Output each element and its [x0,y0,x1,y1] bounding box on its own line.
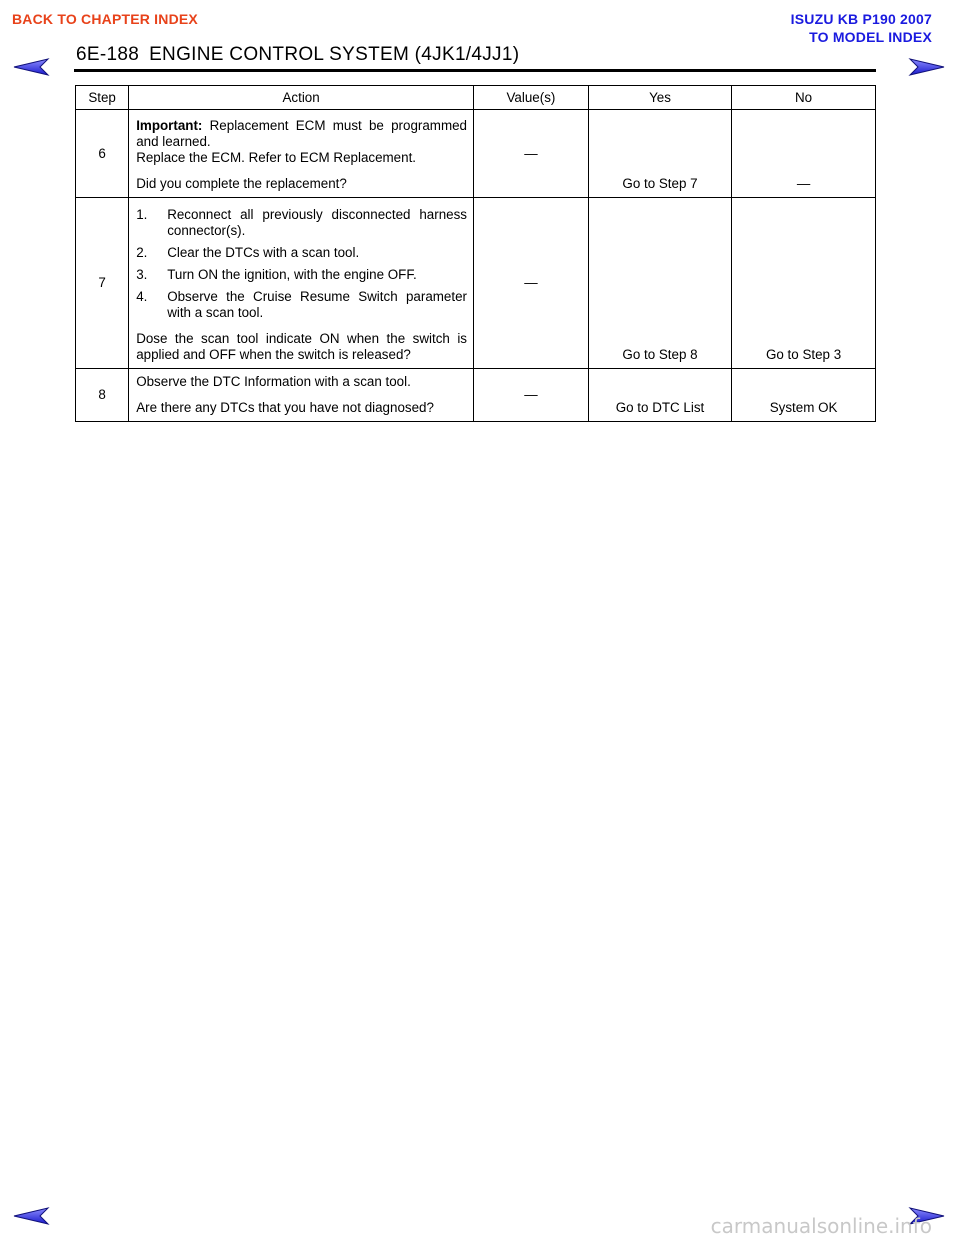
yes-cell: Go to Step 8 [588,198,731,369]
important-label: Important: [136,118,203,133]
value-cell: — [474,198,589,369]
table-header-row [76,86,876,110]
page-header [76,44,519,66]
list-item-number: 4. [136,289,148,304]
column-header-values: Value(s) [474,86,589,110]
action-question: Dose the scan tool indicate ON when the switch is applied and OFF when the switch is released? [136,331,467,362]
step-number: 8 [76,369,129,422]
list-item [136,267,467,283]
step-number: 6 [76,110,129,198]
model-title: ISUZU KB P190 2007 [790,11,932,27]
no-cell: — [732,110,876,198]
list-item [136,207,467,239]
list-item [136,289,467,321]
column-header-action: Action [129,86,474,110]
diagnostic-table [75,85,876,422]
procedure-list [136,207,467,321]
action-instruction: Observe the DTC Information with a scan tool. [136,374,411,389]
column-header-no: No [732,86,876,110]
back-to-chapter-index-link[interactable]: BACK TO CHAPTER INDEX [12,11,198,27]
column-header-step: Step [76,86,129,110]
value-cell: — [474,110,589,198]
list-item-number: 1. [136,207,148,222]
action-instruction: Replace the ECM. Refer to ECM Replacement. [136,150,417,165]
to-model-index-link[interactable]: TO MODEL INDEX [809,29,932,45]
list-item-text: Observe the Cruise Resume Switch parameter with a scan tool. [167,289,467,320]
no-cell: System OK [732,369,876,422]
table-row [76,198,876,369]
list-item-text: Clear the DTCs with a scan tool. [167,245,360,260]
header-rule [74,69,876,72]
table-row [76,369,876,422]
important-text: Replacement ECM must be programmed and learned. [136,118,467,149]
page-title: ENGINE CONTROL SYSTEM (4JK1/4JJ1) [149,44,520,65]
watermark: carmanualsonline.info [710,1214,932,1238]
column-header-yes: Yes [588,86,731,110]
arrow-left-icon[interactable] [12,57,50,77]
list-item-number: 3. [136,267,148,282]
arrow-right-icon[interactable] [908,57,946,77]
action-cell [129,110,474,198]
action-question: Are there any DTCs that you have not diagnosed? [136,400,434,415]
value-cell: — [474,369,589,422]
action-cell [129,369,474,422]
yes-cell: Go to DTC List [588,369,731,422]
step-number: 7 [76,198,129,369]
list-item [136,245,467,261]
list-item-text: Reconnect all previously disconnected harness connector(s). [167,207,467,238]
page-code: 6E-188 [76,44,140,65]
list-item-number: 2. [136,245,148,260]
list-item-text: Turn ON the ignition, with the engine OFF. [167,267,417,282]
action-question: Did you complete the replacement? [136,176,347,191]
table-row [76,110,876,198]
yes-cell: Go to Step 7 [588,110,731,198]
no-cell: Go to Step 3 [732,198,876,369]
action-cell [129,198,474,369]
arrow-left-icon[interactable] [12,1206,50,1226]
